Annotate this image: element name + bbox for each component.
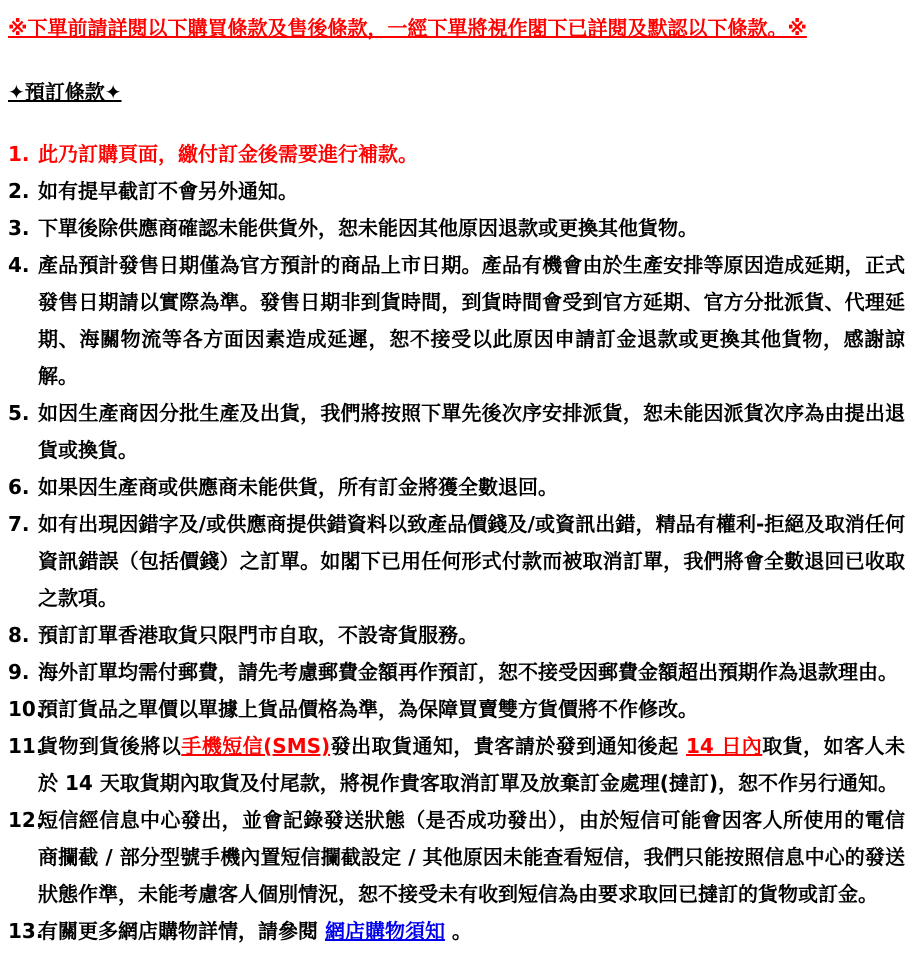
term-segment: 短信經信息中心發出，並會記錄發送狀態（是否成功發出），由於短信可能會因客人所使用的電信商攔截 / 部分型號手機內置短信攔截設定 / 其他原因未能查看短信，我們只能按照信息中心的發送狀態作準，未能考慮客人個別情況，恕不接受未有收到短信為由要求取回已撻訂的貨物或訂金。 [38,808,905,906]
term-segment: 有關更多網店購物詳情，請參閱 [38,919,325,943]
term-item-5 [8,395,905,469]
term-item-13 [8,913,905,950]
term-number: 13. [8,919,44,943]
term-segment: 預訂訂單香港取貨只限門市自取，不設寄貨服務。 [38,623,478,647]
term-text [38,395,905,469]
term-text [38,617,905,654]
term-text [38,469,905,506]
term-number: 8. [8,623,30,647]
term-text [38,247,905,395]
term-segment: 如果因生產商或供應商未能供貨，所有訂金將獲全數退回。 [38,475,558,499]
terms-list [8,136,905,950]
term-number: 9. [8,660,30,684]
term-segment: 貨物到貨後將以 [38,734,182,758]
term-item-8 [8,617,905,654]
term-text [38,802,905,913]
term-text [38,691,905,728]
term-segment: 此乃訂購頁面，繳付訂金後需要進行補款。 [38,142,418,166]
term-segment: 產品預計發售日期僅為官方預計的商品上市日期。產品有機會由於生產安排等原因造成延期，正式發售日期請以實際為準。發售日期非到貨時間，到貨時間會受到官方延期、官方分批派貨、代理延期、海關物流等各方面因素造成延遲，恕不接受以此原因申請訂金退款或更換其他貨物，感謝諒解。 [38,253,905,388]
term-item-3 [8,210,905,247]
term-text [38,913,905,950]
term-number: 7. [8,512,30,536]
term-segment: 海外訂單均需付郵費，請先考慮郵費金額再作預訂，恕不接受因郵費金額超出預期作為退款理由。 [38,660,898,684]
term-item-11 [8,728,905,802]
term-number: 4. [8,253,30,277]
term-item-6 [8,469,905,506]
term-text [38,210,905,247]
term-text [38,173,905,210]
term-segment: 發出取貨通知，貴客請於發到通知後起 [330,734,687,758]
term-number: 5. [8,401,30,425]
term-segment: 預訂貨品之單價以單據上貨品價格為準，為保障買賣雙方貨價將不作修改。 [38,697,698,721]
term-segment: 如有出現因錯字及/或供應商提供錯資料以致產品價錢及/或資訊出錯，精品有權利-拒絕及取消任何資訊錯誤（包括價錢）之訂單。如閣下已用任何形式付款而被取消訂單，我們將會全數退回已收取之款項。 [38,512,905,610]
term-item-10 [8,691,905,728]
term-text [38,136,905,173]
term-number: 2. [8,179,30,203]
term-segment: 如因生產商因分批生產及出貨，我們將按照下單先後次序安排派貨，恕未能因派貨次序為由提出退貨或換貨。 [38,401,905,462]
section-title-preorder-terms: ✦預訂條款✦ [8,80,122,104]
term-number: 3. [8,216,30,240]
term-number: 6. [8,475,30,499]
term-text [38,654,905,691]
page-title: ※下單前請詳閱以下購買條款及售後條款，一經下單將視作閣下已詳閱及默認以下條款。※ [8,16,807,40]
pickup-deadline-highlight: 14 日內 [686,734,763,758]
term-item-4 [8,247,905,395]
term-segment: 取貨，如客人未於 14 天取貨期內取貨及付尾款，將視作貴客取消訂單及放棄訂金處理(撻訂)，恕不作另行通知。 [38,734,906,795]
term-number: 10. [8,697,44,721]
term-item-7 [8,506,905,617]
shop-guide-link[interactable]: 網店購物須知 [324,919,445,943]
term-number: 1. [8,142,30,166]
term-item-2 [8,173,905,210]
term-segment: 。 [444,919,472,943]
term-text [38,728,905,802]
term-item-1 [8,136,905,173]
term-text [38,506,905,617]
term-segment: 下單後除供應商確認未能供貨外，恕未能因其他原因退款或更換其他貨物。 [38,216,698,240]
term-segment: 如有提早截訂不會另外通知。 [38,179,298,203]
term-item-12 [8,802,905,913]
term-number: 12. [8,808,44,832]
sms-highlight: 手機短信(SMS) [181,734,331,758]
term-number: 11. [8,734,44,758]
term-item-9 [8,654,905,691]
